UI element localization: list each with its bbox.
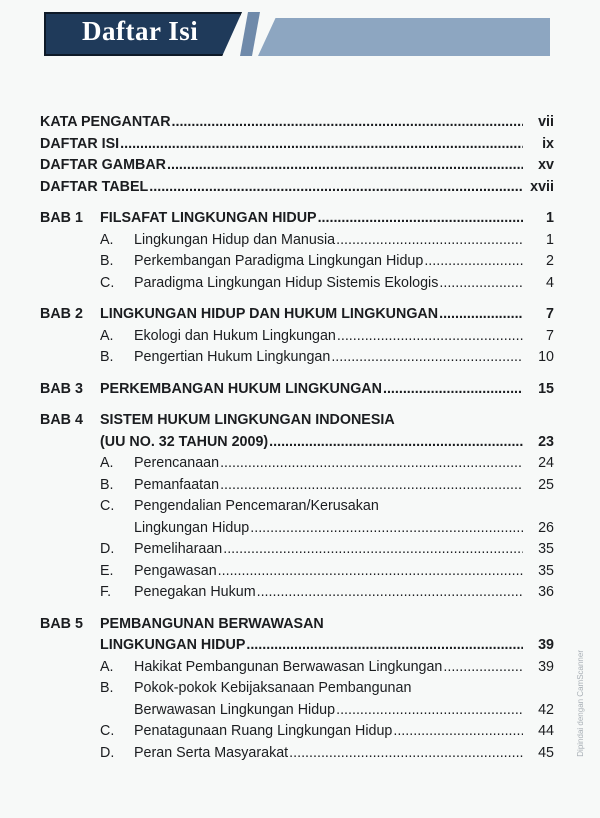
toc-chapter-bab-5-cont[interactable] bbox=[40, 635, 554, 657]
leader-dots bbox=[443, 657, 523, 679]
section-title: Pengertian Hukum Lingkungan bbox=[134, 349, 331, 365]
toc-page-number: 7 bbox=[546, 327, 554, 344]
leader-dots bbox=[257, 582, 523, 604]
chapter-title: PEMBANGUNAN BERWAWASAN bbox=[100, 615, 324, 632]
toc-chapter-bab-2[interactable] bbox=[40, 304, 554, 326]
toc-section-row[interactable] bbox=[40, 657, 554, 679]
toc-page-number: 26 bbox=[538, 519, 554, 536]
section-title-cont: Berwawasan Lingkungan Hidup bbox=[134, 701, 336, 718]
scanner-watermark: Dipindai dengan CamScanner bbox=[576, 650, 585, 757]
section-title: Ekologi dan Hukum Lingkungan bbox=[134, 327, 336, 344]
section-letter: C. bbox=[100, 723, 115, 739]
toc-entry-text: DAFTAR GAMBAR bbox=[40, 157, 167, 173]
chapter-number: BAB 4 bbox=[40, 412, 83, 428]
section-title: Peran Serta Masyarakat bbox=[134, 744, 289, 761]
toc-chapter-bab-1[interactable] bbox=[40, 208, 554, 230]
toc-page-number: 15 bbox=[538, 380, 554, 397]
section-letter: C. bbox=[100, 274, 115, 291]
leader-dots bbox=[336, 230, 523, 252]
toc-section-row[interactable] bbox=[40, 326, 554, 348]
section-letter: B. bbox=[100, 253, 114, 269]
toc-section-row[interactable] bbox=[40, 721, 554, 743]
chapter-title-cont: LINGKUNGAN HIDUP bbox=[100, 637, 246, 653]
section-letter: A. bbox=[100, 231, 114, 248]
toc-chapter-bab-4[interactable] bbox=[40, 410, 554, 432]
chapter-number: BAB 3 bbox=[40, 380, 83, 397]
toc-section-row[interactable] bbox=[40, 582, 554, 604]
section-title: Hakikat Pembangunan Berwawasan Lingkungan bbox=[134, 658, 443, 675]
leader-dots bbox=[220, 475, 523, 497]
section-title-cont: Lingkungan Hidup bbox=[134, 519, 250, 536]
toc-page-number: xvii bbox=[530, 178, 554, 195]
banner-stripe bbox=[240, 12, 260, 56]
section-letter: A. bbox=[100, 658, 114, 675]
chapter-title: SISTEM HUKUM LINGKUNGAN INDONESIA bbox=[100, 412, 395, 428]
section-title: Lingkungan Hidup dan Manusia bbox=[134, 231, 336, 248]
toc-section-row[interactable] bbox=[40, 347, 554, 369]
chapter-title: FILSAFAT LINGKUNGAN HIDUP bbox=[100, 210, 317, 226]
leader-dots bbox=[120, 134, 523, 156]
leader-dots bbox=[269, 432, 523, 454]
toc-section-row[interactable] bbox=[40, 273, 554, 295]
toc-section-row[interactable] bbox=[40, 743, 554, 765]
toc-page-number: 35 bbox=[538, 541, 554, 557]
section-title: Pokok-pokok Kebijaksanaan Pembangunan bbox=[134, 680, 412, 696]
toc-page-number: 1 bbox=[546, 210, 554, 226]
toc-page-number: 25 bbox=[538, 476, 554, 493]
leader-dots bbox=[424, 251, 523, 273]
section-title: Penegakan Hukum bbox=[134, 584, 256, 600]
toc-page-number: xv bbox=[538, 157, 554, 173]
toc-section-row[interactable] bbox=[40, 475, 554, 497]
chapter-title-cont: (UU NO. 32 TAHUN 2009) bbox=[100, 433, 269, 450]
leader-dots bbox=[220, 453, 523, 475]
toc-section-row[interactable] bbox=[40, 251, 554, 273]
toc-section-row[interactable] bbox=[40, 230, 554, 252]
leader-dots bbox=[383, 379, 523, 401]
leader-dots bbox=[337, 326, 523, 348]
toc-page-number: vii bbox=[538, 114, 554, 130]
toc-section-row-cont[interactable] bbox=[40, 518, 554, 540]
toc-page-number: 23 bbox=[538, 433, 554, 450]
toc-page-number: ix bbox=[542, 135, 554, 152]
section-title: Perkembangan Paradigma Lingkungan Hidup bbox=[134, 253, 424, 269]
leader-dots bbox=[331, 347, 523, 369]
leader-dots bbox=[218, 561, 523, 583]
toc-section-row[interactable] bbox=[40, 561, 554, 583]
toc-section-row[interactable] bbox=[40, 678, 554, 700]
toc-page-number: 4 bbox=[546, 274, 554, 291]
toc-page-number: 39 bbox=[538, 658, 554, 675]
leader-dots bbox=[439, 273, 523, 295]
toc-row-daftar-gambar[interactable] bbox=[40, 155, 554, 177]
section-letter: D. bbox=[100, 541, 115, 557]
toc-chapter-bab-5[interactable] bbox=[40, 614, 554, 636]
chapter-title: PERKEMBANGAN HUKUM LINGKUNGAN bbox=[100, 380, 382, 397]
chapter-number: BAB 5 bbox=[40, 615, 83, 632]
toc-page-number: 36 bbox=[538, 584, 554, 600]
toc-entry-text: DAFTAR TABEL bbox=[40, 178, 149, 195]
toc-row-daftar-tabel[interactable] bbox=[40, 177, 554, 199]
leader-dots bbox=[246, 635, 523, 657]
leader-dots bbox=[336, 700, 523, 722]
chapter-number: BAB 2 bbox=[40, 306, 83, 322]
toc-chapter-bab-4-cont[interactable] bbox=[40, 432, 554, 454]
toc-page-number: 35 bbox=[538, 562, 554, 579]
section-letter: B. bbox=[100, 349, 114, 365]
toc-row-kata-pengantar[interactable] bbox=[40, 112, 554, 134]
leader-dots bbox=[318, 208, 523, 230]
toc-section-row-cont[interactable] bbox=[40, 700, 554, 722]
toc-page-number: 2 bbox=[546, 253, 554, 269]
section-title: Pengawasan bbox=[134, 562, 217, 579]
leader-dots bbox=[172, 112, 523, 134]
section-letter: B. bbox=[100, 476, 114, 493]
toc-page-number: 24 bbox=[538, 455, 554, 471]
section-title: Penatagunaan Ruang Lingkungan Hidup bbox=[134, 723, 393, 739]
header-banner bbox=[44, 12, 550, 56]
section-title: Pemeliharaan bbox=[134, 541, 223, 557]
leader-dots bbox=[149, 177, 523, 199]
leader-dots bbox=[167, 155, 523, 177]
toc-entry-text: DAFTAR ISI bbox=[40, 135, 120, 152]
leader-dots bbox=[439, 304, 523, 326]
toc-page-number: 1 bbox=[546, 231, 554, 248]
chapter-title: LINGKUNGAN HIDUP DAN HUKUM LINGKUNGAN bbox=[100, 306, 439, 322]
toc-page-number: 39 bbox=[538, 637, 554, 653]
leader-dots bbox=[223, 539, 523, 561]
section-letter: E. bbox=[100, 562, 114, 579]
table-of-contents bbox=[40, 112, 554, 764]
toc-page-number: 44 bbox=[538, 723, 554, 739]
section-letter: A. bbox=[100, 327, 114, 344]
toc-section-row[interactable] bbox=[40, 453, 554, 475]
chapter-number: BAB 1 bbox=[40, 210, 83, 226]
section-letter: A. bbox=[100, 455, 114, 471]
toc-section-row[interactable] bbox=[40, 496, 554, 518]
section-letter: D. bbox=[100, 744, 115, 761]
toc-section-row[interactable] bbox=[40, 539, 554, 561]
toc-page-number: 45 bbox=[538, 744, 554, 761]
page-title: Daftar Isi bbox=[82, 16, 199, 46]
section-title: Paradigma Lingkungan Hidup Sistemis Ekologis bbox=[134, 274, 439, 291]
toc-page-number: 10 bbox=[538, 349, 554, 365]
leader-dots bbox=[250, 518, 523, 540]
leader-dots bbox=[289, 743, 523, 765]
leader-dots bbox=[393, 721, 523, 743]
banner-light-panel bbox=[258, 18, 550, 56]
toc-page-number: 42 bbox=[538, 701, 554, 718]
section-title: Pengendalian Pencemaran/Kerusakan bbox=[134, 498, 379, 514]
section-letter: C. bbox=[100, 498, 115, 514]
section-letter: B. bbox=[100, 680, 114, 696]
section-letter: F. bbox=[100, 584, 112, 600]
toc-page-number: 7 bbox=[546, 306, 554, 322]
section-title: Pemanfaatan bbox=[134, 476, 220, 493]
toc-entry-text: KATA PENGANTAR bbox=[40, 114, 171, 130]
toc-chapter-bab-3[interactable] bbox=[40, 379, 554, 401]
toc-row-daftar-isi[interactable] bbox=[40, 134, 554, 156]
section-title: Perencanaan bbox=[134, 455, 220, 471]
